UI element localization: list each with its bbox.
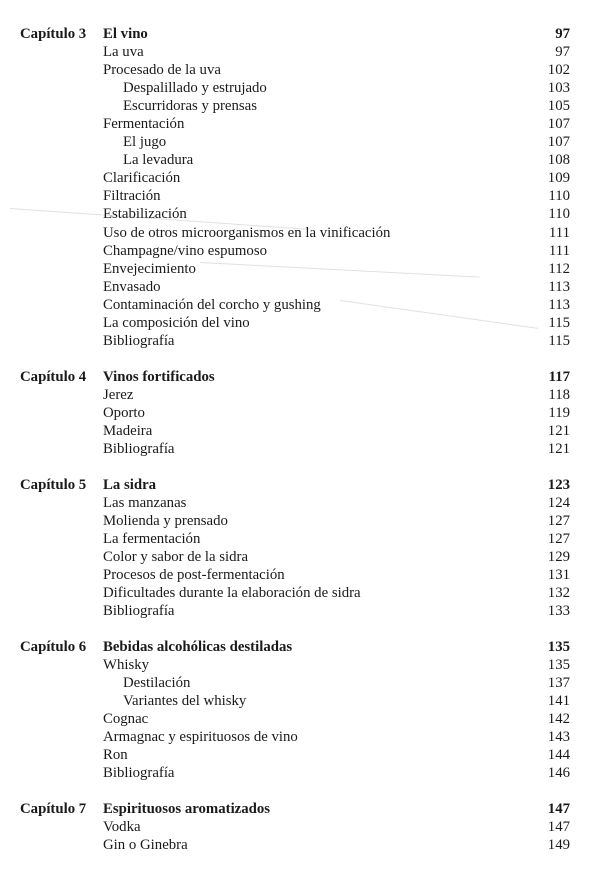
toc-subentry-title: Escurridoras y prensas xyxy=(123,98,257,115)
toc-entry-page-number: 97 xyxy=(555,44,570,61)
toc-entry-title: Molienda y prensado xyxy=(103,513,228,530)
toc-entry-page-number: 137 xyxy=(547,675,570,692)
toc-entry-page-number: 110 xyxy=(548,206,570,223)
toc-entry-title: La composición del vino xyxy=(103,314,250,331)
toc-entry-title: Bibliografía xyxy=(103,441,175,458)
toc-entry[interactable] xyxy=(0,242,600,260)
chapter-label: Capítulo 3 xyxy=(20,26,87,42)
toc-entry[interactable] xyxy=(0,97,600,115)
toc-entry[interactable] xyxy=(0,494,600,512)
toc-entry-page-number: 132 xyxy=(547,585,570,602)
toc-entry-page-number: 115 xyxy=(548,332,570,349)
toc-entry-title: Jerez xyxy=(103,387,134,404)
chapter-label: Capítulo 7 xyxy=(20,801,87,817)
toc-entry[interactable] xyxy=(0,602,600,620)
toc-entry-page-number: 144 xyxy=(547,747,570,764)
toc-subentry-title: El jugo xyxy=(123,134,167,151)
toc-entry[interactable] xyxy=(0,656,600,674)
toc-entry[interactable] xyxy=(0,115,600,133)
toc-entry[interactable] xyxy=(0,404,600,422)
toc-entry[interactable] xyxy=(0,332,600,350)
toc-entry-title: Contaminación del corcho y gushing xyxy=(103,296,321,313)
chapter-title: Vinos fortificados xyxy=(103,369,215,385)
toc-entry-page-number: 107 xyxy=(547,116,570,133)
toc-entry-title: Bibliografía xyxy=(103,765,175,782)
toc-entry-title: Color y sabor de la sidra xyxy=(103,549,249,566)
chapter-block xyxy=(0,800,600,854)
toc-entry-page-number: 146 xyxy=(547,765,570,782)
chapter-block xyxy=(0,25,600,350)
chapter-page-number: 135 xyxy=(547,639,570,655)
toc-entry-page-number: 113 xyxy=(548,296,570,313)
toc-entry-title: Las manzanas xyxy=(103,495,187,512)
toc-entry[interactable] xyxy=(0,728,600,746)
toc-entry-page-number: 135 xyxy=(547,657,570,674)
chapter-heading[interactable] xyxy=(0,368,600,386)
chapter-page-number: 147 xyxy=(547,801,570,817)
chapter-label: Capítulo 5 xyxy=(20,477,87,493)
chapter-title: El vino xyxy=(103,26,148,42)
toc-entry-title: Cognac xyxy=(103,711,149,728)
toc-entry-title: Vodka xyxy=(103,819,141,836)
toc-entry-title: Envasado xyxy=(103,278,161,295)
chapter-title: Bebidas alcohólicas destiladas xyxy=(103,639,293,655)
toc-entry-title: Champagne/vino espumoso xyxy=(103,242,267,259)
toc-entry-title: Gin o Ginebra xyxy=(103,837,188,854)
toc-entry-title: Oporto xyxy=(103,405,145,422)
toc-entry[interactable] xyxy=(0,836,600,854)
chapter-label: Capítulo 4 xyxy=(20,369,87,385)
toc-entry-page-number: 111 xyxy=(548,224,570,241)
toc-entry-page-number: 113 xyxy=(548,278,570,295)
toc-entry[interactable] xyxy=(0,151,600,169)
toc-entry-page-number: 149 xyxy=(547,837,570,854)
toc-entry-page-number: 143 xyxy=(547,729,570,746)
toc-entry-page-number: 115 xyxy=(548,314,570,331)
toc-entry-page-number: 109 xyxy=(547,170,570,187)
toc-entry-page-number: 141 xyxy=(547,693,570,710)
chapter-block xyxy=(0,476,600,620)
toc-entry[interactable] xyxy=(0,746,600,764)
toc-entry-page-number: 147 xyxy=(547,819,570,836)
toc-entry-title: Procesado de la uva xyxy=(103,62,221,79)
toc-entry[interactable] xyxy=(0,440,600,458)
toc-entry-title: Envejecimiento xyxy=(103,260,196,277)
chapter-block xyxy=(0,638,600,782)
toc-entry-title: Whisky xyxy=(103,657,150,674)
toc-entry-page-number: 119 xyxy=(548,405,570,422)
toc-entry-page-number: 107 xyxy=(547,134,570,151)
toc-entry-page-number: 105 xyxy=(547,98,570,115)
toc-subentry-title: Variantes del whisky xyxy=(123,693,247,710)
toc-entry[interactable] xyxy=(0,314,600,332)
toc-entry-page-number: 103 xyxy=(547,80,570,97)
toc-entry-page-number: 131 xyxy=(547,567,570,584)
chapter-page-number: 123 xyxy=(547,477,570,493)
toc-entry-page-number: 124 xyxy=(547,495,570,512)
toc-entry[interactable] xyxy=(0,169,600,187)
toc-entry-page-number: 118 xyxy=(548,387,570,404)
toc-entry[interactable] xyxy=(0,530,600,548)
toc-entry-page-number: 110 xyxy=(548,188,570,205)
toc-entry[interactable] xyxy=(0,584,600,602)
toc-entry-page-number: 129 xyxy=(547,549,570,566)
toc-entry-page-number: 121 xyxy=(547,441,570,458)
chapter-title: La sidra xyxy=(103,477,157,493)
toc-entry-title: Bibliografía xyxy=(103,603,175,620)
toc-entry[interactable] xyxy=(0,764,600,782)
toc-entry[interactable] xyxy=(0,710,600,728)
toc-entry-title: Armagnac y espirituosos de vino xyxy=(103,729,298,746)
toc-entry[interactable] xyxy=(0,818,600,836)
toc-entry-title: Clarificación xyxy=(103,170,181,187)
chapter-page-number: 117 xyxy=(548,369,570,385)
toc-entry[interactable] xyxy=(0,224,600,242)
toc-entry[interactable] xyxy=(0,43,600,61)
toc-entry[interactable] xyxy=(0,187,600,205)
toc-entry[interactable] xyxy=(0,260,600,278)
toc-entry-title: La uva xyxy=(103,44,144,61)
toc-entry[interactable] xyxy=(0,548,600,566)
toc-entry[interactable] xyxy=(0,278,600,296)
toc-subentry-title: Destilación xyxy=(123,675,191,692)
toc-entry-page-number: 102 xyxy=(547,62,570,79)
chapter-block xyxy=(0,368,600,458)
chapter-heading[interactable] xyxy=(0,25,600,43)
toc-entry-page-number: 121 xyxy=(547,423,570,440)
toc-entry-page-number: 127 xyxy=(547,513,570,530)
toc-entry[interactable] xyxy=(0,674,600,692)
chapter-label: Capítulo 6 xyxy=(20,639,87,655)
toc-entry-title: Madeira xyxy=(103,423,153,440)
toc-entry-title: Bibliografía xyxy=(103,332,175,349)
toc-entry-page-number: 111 xyxy=(548,242,570,259)
toc-entry-title: La fermentación xyxy=(103,531,201,548)
toc-entry-page-number: 142 xyxy=(547,711,570,728)
toc-entry[interactable] xyxy=(0,205,600,223)
toc-entry[interactable] xyxy=(0,512,600,530)
toc-entry-page-number: 133 xyxy=(547,603,570,620)
toc-entry-title: Estabilización xyxy=(103,206,187,223)
toc-entry-title: Ron xyxy=(103,747,128,764)
toc-entry-page-number: 127 xyxy=(547,531,570,548)
toc-entry-page-number: 108 xyxy=(547,152,570,169)
toc-entry[interactable] xyxy=(0,79,600,97)
chapter-page-number: 97 xyxy=(555,26,570,42)
chapter-heading[interactable] xyxy=(0,476,600,494)
toc-entry[interactable] xyxy=(0,422,600,440)
toc-entry[interactable] xyxy=(0,386,600,404)
toc-entry[interactable] xyxy=(0,296,600,314)
toc-subentry-title: La levadura xyxy=(123,152,194,169)
toc-entry[interactable] xyxy=(0,566,600,584)
toc-entry-title: Filtración xyxy=(103,188,161,205)
toc-entry-title: Fermentación xyxy=(103,116,185,133)
toc-entry-title: Dificultades durante la elaboración de sidra xyxy=(103,585,361,602)
toc-entry[interactable] xyxy=(0,692,600,710)
toc-entry[interactable] xyxy=(0,133,600,151)
chapter-title: Espirituosos aromatizados xyxy=(103,801,271,817)
chapter-heading[interactable] xyxy=(0,638,600,656)
toc-subentry-title: Despalillado y estrujado xyxy=(123,80,267,97)
chapter-heading[interactable] xyxy=(0,800,600,818)
toc-entry-title: Procesos de post-fermentación xyxy=(103,567,285,584)
toc-entry-title: Uso de otros microorganismos en la vinificación xyxy=(103,224,391,241)
toc-entry-page-number: 112 xyxy=(548,260,570,277)
toc-entry[interactable] xyxy=(0,61,600,79)
